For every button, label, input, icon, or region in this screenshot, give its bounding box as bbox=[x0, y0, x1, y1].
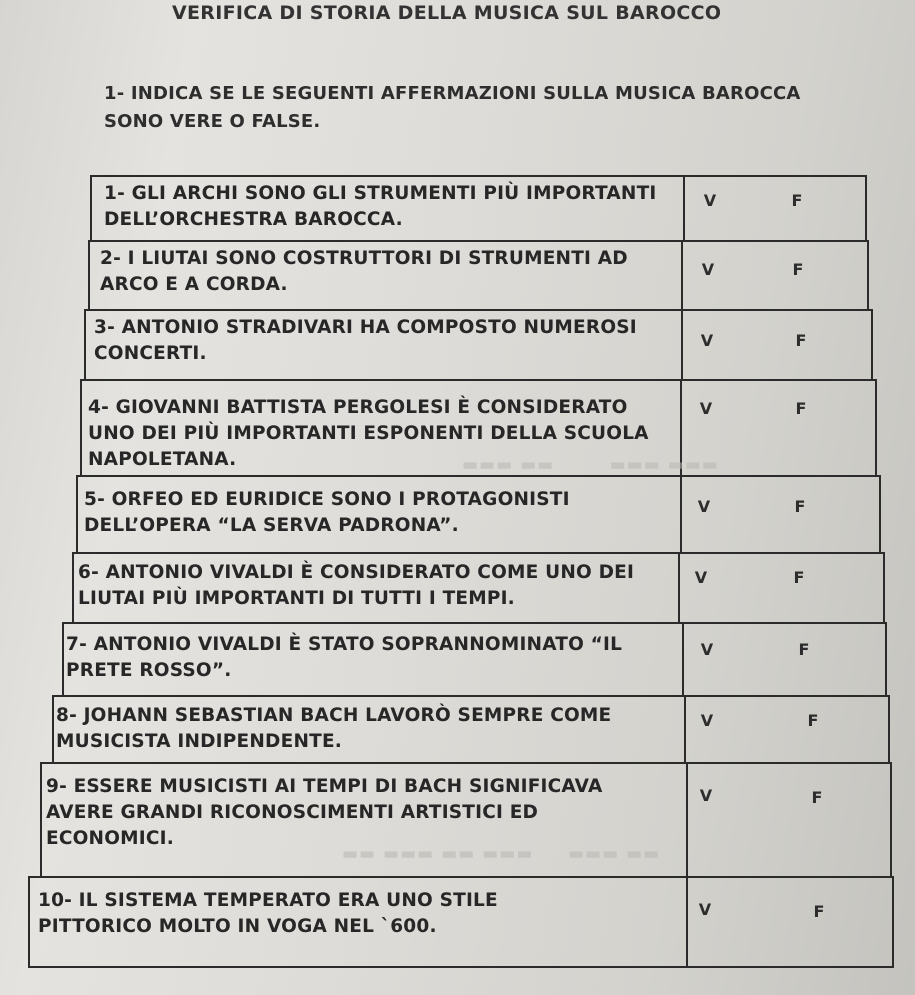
column-divider bbox=[680, 477, 682, 552]
question-9-line-2: AVERE GRANDI RICONOSCIMENTI ARTISTICI ED bbox=[46, 802, 539, 823]
question-1-line-2: DELL’ORCHESTRA BAROCCA. bbox=[104, 209, 403, 230]
page-title: VERIFICA DI STORIA DELLA MUSICA SUL BAROCCO bbox=[172, 2, 722, 24]
question-5-text bbox=[84, 487, 570, 539]
question-2-line-2: ARCO E A CORDA. bbox=[100, 274, 288, 295]
column-divider bbox=[681, 311, 683, 379]
option-true[interactable]: V bbox=[703, 191, 717, 210]
option-false[interactable]: F bbox=[807, 711, 819, 730]
option-false[interactable]: F bbox=[813, 902, 825, 921]
question-4-line-2: UNO DEI PIÙ IMPORTANTI ESPONENTI DELLA SCUOLA bbox=[88, 423, 649, 444]
question-2-line-1: 2- I LIUTAI SONO COSTRUTTORI DI STRUMENTI AD bbox=[100, 248, 628, 269]
question-2-text bbox=[100, 246, 628, 298]
question-row-4 bbox=[80, 379, 877, 477]
question-8-text bbox=[56, 703, 611, 755]
question-row-9 bbox=[40, 762, 892, 878]
column-divider bbox=[678, 554, 680, 622]
column-divider bbox=[683, 177, 685, 240]
option-true[interactable]: V bbox=[699, 786, 713, 805]
option-true[interactable]: V bbox=[700, 331, 714, 350]
question-8-line-1: 8- JOHANN SEBASTIAN BACH LAVORÒ SEMPRE COME bbox=[56, 705, 612, 726]
question-row-7 bbox=[62, 622, 887, 697]
question-6-line-1: 6- ANTONIO VIVALDI È CONSIDERATO COME UNO DEI bbox=[78, 562, 635, 583]
question-9-text bbox=[46, 774, 602, 852]
question-4-line-1: 4- GIOVANNI BATTISTA PERGOLESI È CONSIDERATO bbox=[88, 397, 628, 418]
question-1-text bbox=[104, 181, 657, 233]
instruction-line-1: 1- INDICA SE LE SEGUENTI AFFERMAZIONI SULLA MUSICA BAROCCA bbox=[104, 83, 801, 104]
question-10-line-2: PITTORICO MOLTO IN VOGA NEL `600. bbox=[38, 916, 437, 937]
question-9-line-1: 9- ESSERE MUSICISTI AI TEMPI DI BACH SIGNIFICAVA bbox=[46, 776, 603, 797]
question-6-text bbox=[78, 560, 634, 612]
option-true[interactable]: V bbox=[700, 711, 714, 730]
option-false[interactable]: F bbox=[795, 399, 807, 418]
question-6-line-2: LIUTAI PIÙ IMPORTANTI DI TUTTI I TEMPI. bbox=[78, 588, 515, 609]
question-row-6 bbox=[72, 552, 885, 624]
question-1-line-1: 1- GLI ARCHI SONO GLI STRUMENTI PIÙ IMPORTANTI bbox=[104, 183, 657, 204]
option-true[interactable]: V bbox=[694, 568, 708, 587]
question-7-line-2: PRETE ROSSO”. bbox=[66, 660, 232, 681]
question-row-10 bbox=[28, 876, 894, 968]
question-row-1 bbox=[90, 175, 867, 242]
question-4-line-3: NAPOLETANA. bbox=[88, 449, 237, 470]
option-true[interactable]: V bbox=[700, 640, 714, 659]
option-false[interactable]: F bbox=[798, 640, 810, 659]
question-3-text bbox=[94, 315, 637, 367]
option-true[interactable]: V bbox=[701, 260, 715, 279]
option-false[interactable]: F bbox=[811, 788, 823, 807]
question-3-line-1: 3- ANTONIO STRADIVARI HA COMPOSTO NUMEROSI bbox=[94, 317, 637, 338]
question-10-line-1: 10- IL SISTEMA TEMPERATO ERA UNO STILE bbox=[38, 890, 498, 911]
option-false[interactable]: F bbox=[791, 191, 803, 210]
question-7-line-1: 7- ANTONIO VIVALDI È STATO SOPRANNOMINATO “IL bbox=[66, 634, 623, 655]
question-5-line-1: 5- ORFEO ED EURIDICE SONO I PROTAGONISTI bbox=[84, 489, 570, 510]
column-divider bbox=[684, 697, 686, 762]
column-divider bbox=[686, 764, 688, 876]
bleed-through-marks: ▬▬ ▬▬▬ ▬▬ ▬▬▬ ▬▬▬ ▬▬ bbox=[342, 844, 661, 864]
question-9-line-3: ECONOMICI. bbox=[46, 828, 174, 849]
bleed-through-marks: ▬▬▬ ▬▬ ▬▬▬ ▬▬▬ bbox=[462, 455, 719, 475]
option-true[interactable]: V bbox=[698, 900, 712, 919]
option-false[interactable]: F bbox=[794, 497, 806, 516]
instruction-line-2: SONO VERE O FALSE. bbox=[104, 111, 321, 132]
column-divider bbox=[686, 878, 688, 966]
option-false[interactable]: F bbox=[793, 568, 805, 587]
question-3-line-2: CONCERTI. bbox=[94, 343, 207, 364]
option-false[interactable]: F bbox=[795, 331, 807, 350]
question-8-line-2: MUSICISTA INDIPENDENTE. bbox=[56, 731, 343, 752]
column-divider bbox=[682, 624, 684, 695]
question-row-8 bbox=[52, 695, 890, 764]
option-true[interactable]: V bbox=[699, 399, 713, 418]
question-row-2 bbox=[88, 240, 869, 311]
option-true[interactable]: V bbox=[697, 497, 711, 516]
question-5-line-2: DELL’OPERA “LA SERVA PADRONA”. bbox=[84, 515, 459, 536]
question-row-3 bbox=[84, 309, 873, 381]
question-row-5 bbox=[76, 475, 881, 554]
column-divider bbox=[681, 242, 683, 309]
option-false[interactable]: F bbox=[792, 260, 804, 279]
question-10-text bbox=[38, 888, 498, 940]
question-7-text bbox=[66, 632, 622, 684]
